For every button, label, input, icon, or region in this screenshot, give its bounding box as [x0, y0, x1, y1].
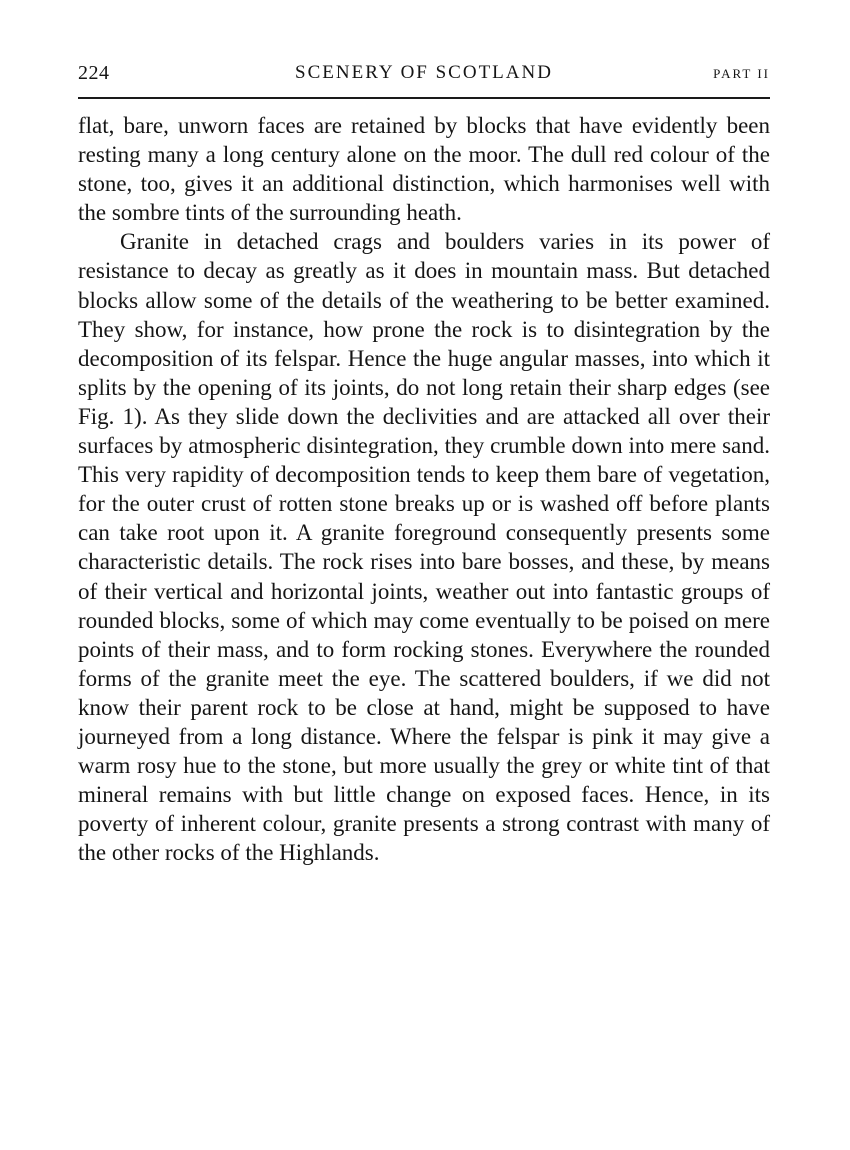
- running-title: SCENERY OF SCOTLAND: [295, 62, 553, 83]
- paragraph-granite: Granite in detached crags and boulders varies in its power of resistance to decay as greatly as it does in mountain mass. But detached blocks allow some of the details of the weathering to be better examined. They show, for instance, how prone the rock is to disintegration by the decomposition of its felspar. Hence the huge angular masses, into which it splits by the opening of its joints, do not long retain their sharp edges (see Fig. 1). As they slide down the declivities and are attacked all over their surfaces by atmospheric disintegration, they crumble down into mere sand. This very rapidity of decomposition tends to keep them bare of vegetation, for the outer crust of rotten stone breaks up or is washed off before plants can take root upon it. A granite foreground consequently presents some characteristic details. The rock rises into bare bosses, and these, by means of their vertical and horizontal joints, weather out into fantastic groups of rounded blocks, some of which may come eventually to be poised on mere points of their mass, and to form rocking stones. Everywhere the rounded forms of the granite meet the eye. The scattered boulders, if we did not know their parent rock to be close at hand, might be supposed to have journeyed from a long distance. Where the felspar is pink it may give a warm rosy hue to the stone, but more usually the grey or white tint of that mineral remains with but little change on exposed faces. Hence, in its poverty of inherent colour, granite presents a strong contrast with many of the other rocks of the Highlands.: [78, 229, 770, 866]
- paragraph-continuation: flat, bare, unworn faces are retained by blocks that have evidently been resting many a long century alone on the moor. The dull red colour of the stone, too, gives it an additional distinction, which harmonises well with the sombre tints of the surrounding heath.: [78, 113, 770, 226]
- running-head: [78, 62, 770, 90]
- part-label: PART II: [713, 66, 770, 81]
- page-number: 224: [78, 62, 110, 84]
- header-rule: [78, 97, 770, 99]
- body-text: [78, 111, 770, 867]
- book-page: [78, 62, 770, 867]
